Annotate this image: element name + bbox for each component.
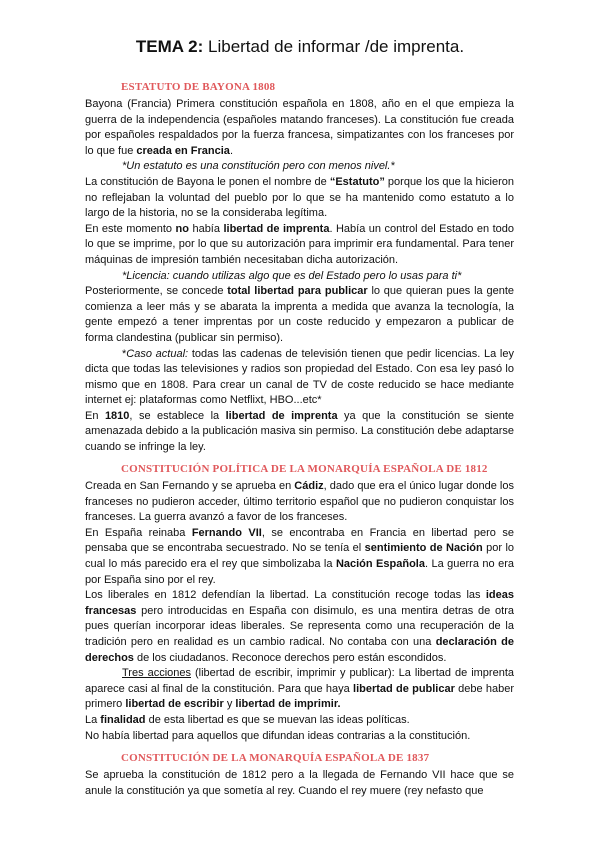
paragraph: No había libertad para aquellos que difundan ideas contrarias a la constitución.	[85, 729, 471, 742]
paragraph: En España reinaba Fernando VII, se encontraba en Francia en libertad pero se pensaba que se encontraba secuestrado. No se tenía el sentimiento de Nación por lo cual lo más parecido era el rey que simbolizaba la Nación Española. La guerra no era por España sino por el rey.	[85, 526, 515, 586]
section-heading-1837: CONSTITUCIÓN DE LA MONARQUÍA ESPAÑOLA DE 1837	[121, 752, 430, 764]
bold-term: Fernando VII	[191, 526, 262, 539]
paragraph: Creada en San Fernando y se aprueba en Cádiz, dado que era el único lugar donde los franceses no pudieron acceder, último territorio español que no pudieron conquistar los franceses. La guerra avanzó a favor de los franceses.	[85, 480, 514, 524]
section-body-1837	[85, 768, 514, 799]
section-body-bayona	[85, 97, 514, 456]
page-title	[0, 36, 600, 58]
bold-term: sentimiento de Nación	[364, 542, 483, 555]
bold-term: no	[175, 222, 189, 235]
bold-term: “Estatuto”	[329, 175, 385, 188]
bold-term: declaración de derechos	[85, 635, 514, 664]
italic-note: *Un estatuto es una constitución pero con menos nivel.*	[122, 160, 395, 173]
italic-note: *Licencia: cuando utilizas algo que es del Estado pero lo usas para ti*	[122, 269, 462, 282]
bold-term: finalidad	[100, 713, 146, 726]
bold-term: Nación Española	[335, 557, 425, 570]
paragraph: En este momento no había libertad de imprenta. Había un control del Estado en todo lo que se imprime, por lo que su autorización para imprimir era fundamental. Para tener máquinas de impresión también necesitaban dicha autorización.	[85, 222, 515, 266]
paragraph-note	[85, 159, 514, 175]
paragraph: La constitución de Bayona le ponen el nombre de “Estatuto” porque los que la hicieron no reflejaban la voluntad del pueblo por lo que se ha mantenido como estatuto a lo largo de la historia, no se la consideraba legítima.	[85, 175, 514, 220]
paragraph-note: *Caso actual: todas las cadenas de televisión tienen que pedir licencias. La ley dicta que todas las televisiones y radios son propiedad del Estado. Con esa ley pasó lo mismo que en 1808. Para crear un canal de TV de coste reducido se hace mediante internet ej: plataformas como Netflixt, HBO...etc*	[85, 347, 514, 407]
paragraph: Bayona (Francia) Primera constitución española en 1808, año en el que empieza la guerra de la independencia (españoles matando franceses). La constitución fue creada por españoles respaldados por la fuerza francesa, simpatizantes con los franceses por lo que fue creada en Francia.	[85, 98, 514, 157]
underlined-term: Tres acciones	[122, 667, 191, 680]
italic-term: Caso actual:	[126, 347, 189, 360]
title-prefix: TEMA 2:	[135, 37, 204, 56]
paragraph: Los liberales en 1812 defendían la libertad. La constitución recoge todas las ideas francesas pero introducidas en España con disimulo, es una mentira detras de otra pues querían incorporar ideas liberales. Se representa como una recuperación de la tradición pero en realidad es un cambio radical. No contaba con una declaración de derechos de los ciudadanos. Reconoce derechos pero están escondidos.	[85, 589, 514, 664]
title-text: Libertad de informar /de imprenta.	[203, 37, 465, 56]
bold-term: Cádiz	[294, 480, 324, 492]
paragraph: La finalidad de esta libertad es que se muevan las ideas políticas.	[85, 713, 410, 726]
section-heading-bayona: ESTATUTO DE BAYONA 1808	[121, 81, 276, 93]
section-heading-1812: CONSTITUCIÓN POLÍTICA DE LA MONARQUÍA ESPAÑOLA DE 1812	[121, 463, 488, 475]
paragraph: En 1810, se establece la libertad de imprenta ya que la constitución se siente amenazada debido a la publicación masiva sin permiso. La constitución debe adaptarse cuando se infringe la ley.	[85, 409, 514, 454]
bold-term: libertad de imprenta	[225, 409, 338, 422]
section-body-1812	[85, 479, 514, 744]
paragraph: Se aprueba la constitución de 1812 pero a la llegada de Fernando VII hace que se anule la constitución ya que sometía al rey. Cuando el rey muere (rey nefasto que	[85, 769, 514, 797]
bold-term: libertad de escribir	[125, 698, 224, 711]
bold-term: total libertad para publicar	[227, 285, 368, 298]
paragraph: Posteriormente, se concede total libertad para publicar lo que quieran pues la gente comienza a leer más y se abarata la imprenta a medida que avanza la tecnología, la gente empezó a tener imprentas por un coste reducido y empezaron a publicar de forma clandestina (publicar sin permiso).	[85, 285, 514, 344]
bold-term: ideas francesas	[85, 589, 514, 617]
bold-term: libertad de imprimir.	[235, 698, 341, 711]
bold-term: libertad de publicar	[353, 682, 455, 695]
bold-term: libertad de imprenta	[223, 222, 330, 235]
bold-term: creada en Francia	[136, 144, 230, 157]
paragraph: Tres acciones (libertad de escribir, imprimir y publicar): La libertad de imprenta aparece casi al final de la constitución. Para que haya libertad de publicar debe haber primero libertad de escribir y libertad de imprimir.	[85, 667, 515, 711]
bold-term: 1810	[104, 409, 130, 422]
paragraph-note	[85, 269, 514, 285]
